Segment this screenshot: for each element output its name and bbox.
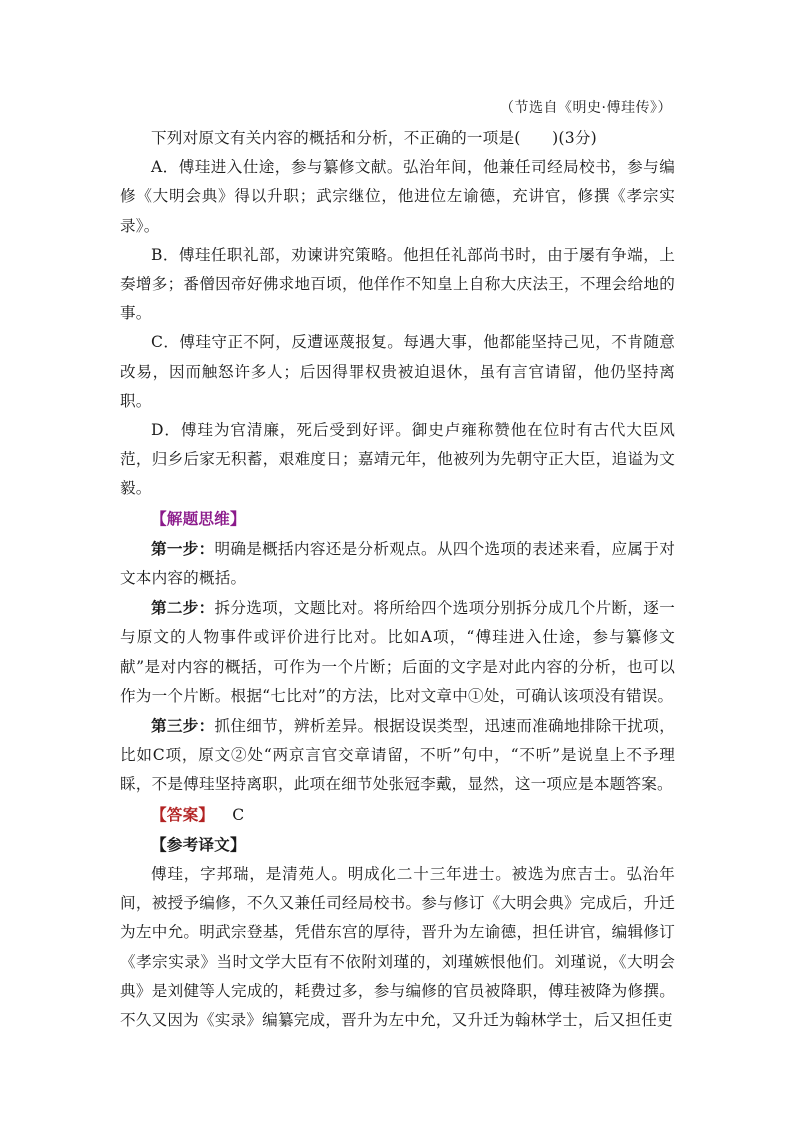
step-1-text: 明确是概括内容还是分析观点。从四个选项的表述来看，应属于对文本内容的概括。 (120, 539, 675, 588)
option-b: B．傅珪任职礼部，劝谏讲究策略。他担任礼部尚书时，由于屡有争端，上奏增多；番僧因帝好佛求地百顷，他佯作不知皇上自称大庆法王，不理会给地的事。 (120, 245, 675, 323)
answer-label: 【答案】 (151, 804, 215, 824)
question-stem: 下列对原文有关内容的概括和分析，不正确的一项是( )(3分) (151, 129, 597, 147)
step-1-label: 第一步： (151, 538, 215, 558)
main-content (120, 124, 675, 1035)
answer-row (120, 800, 675, 830)
option-c: C．傅珪守正不阿，反遭诬蔑报复。每遇大事，他都能坚持己见，不肯随意改易，因而触怒许多人；后因得罪权贵被迫退休，虽有言官请留，他仍坚持离职。 (120, 333, 675, 410)
step-3-label: 第三步： (151, 716, 215, 736)
analysis-step-2 (120, 593, 675, 711)
translation-heading-row (120, 830, 675, 860)
analysis-step-1 (120, 534, 675, 593)
analysis-heading: 【解题思维】 (151, 508, 246, 528)
analysis-step-3 (120, 711, 675, 800)
option-d: D．傅珪为官清廉，死后受到好评。御史卢雍称赞他在位时有古代大臣风范，归乡后家无积蓄，艰难度日；嘉靖元年，他被列为先朝守正大臣，追谥为文毅。 (120, 421, 675, 498)
option-a: A．傅珪进入仕途，参与纂修文献。弘治年间，他兼任司经局校书，参与编修《大明会典》得以升职；武宗继位，他进位左谕德，充讲官，修撰《孝宗实录》。 (120, 158, 675, 235)
translation-text: 傅珪，字邦瑞，是清苑人。明成化二十三年进士。被选为庶吉士。弘治年间，被授予编修，不久又兼任司经局校书。参与修订《大明会典》完成后，升迁为左中允。明武宗登基，凭借东宫的厚待，晋升为左谕德，担任讲官，编辑修订《孝宗实录》当时文学大臣有不依附刘瑾的，刘瑾嫉恨他们。刘瑾说，《大明会典》是刘健等人完成的，耗费过多，参与编修的官员被降职，傅珪被降为修撰。不久又因为《实录》编纂完成，晋升为左中允，又升迁为翰林学士，后又担任吏 (120, 865, 675, 1030)
step-2-label: 第二步： (151, 598, 215, 618)
source-note: （节选自《明史·傅珪传》） (500, 100, 672, 116)
translation-heading: 【参考译文】 (151, 834, 246, 854)
answer-value: C (232, 805, 245, 824)
step-3-text: 抓住细节，辨析差异。根据设误类型，迅速而准确地排除干扰项，比如C项，原文②处“两京言官交章请留，不听”句中，“不听”是说皇上不予理睬，不是傅珪坚持离职，此项在细节处张冠李戴，显然，这一项应是本题答案。 (120, 717, 675, 794)
step-2-text: 拆分选项，文题比对。将所给四个选项分别拆分成几个片断，逐一与原文的人物事件或评价进行比对。比如A项，“傅珪进入仕途，参与纂修文献”是对内容的概括，可作为一个片断；后面的文字是对此内容的分析，也可以作为一个片断。根据“七比对”的方法，比对文章中①处，可确认该项没有错误。 (120, 599, 675, 705)
analysis-heading-row (120, 504, 675, 534)
